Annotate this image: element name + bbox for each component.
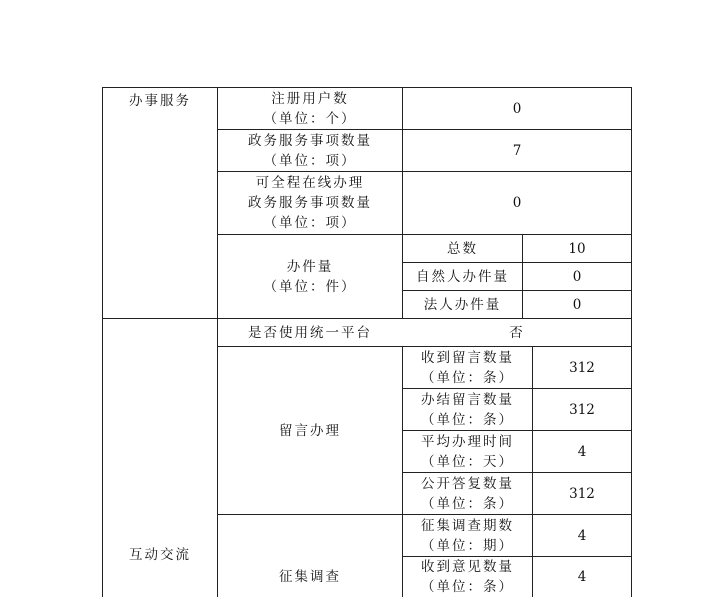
- value-text: 312: [569, 401, 595, 418]
- survey-periods-value: [533, 515, 631, 556]
- label-text: 公开答复数量: [421, 475, 514, 492]
- messages-concluded-value: [533, 389, 631, 430]
- label-text: 法人办件量: [423, 296, 502, 313]
- value-text: 否: [509, 324, 525, 341]
- label-text: 总数: [447, 240, 478, 257]
- messages-received-label: [403, 347, 532, 388]
- unit-text: （单位：件）: [263, 278, 357, 295]
- label-text: 政务服务事项数量: [248, 195, 372, 211]
- unit-text: （单位：项）: [263, 215, 357, 231]
- messages-avg-time-value: [533, 431, 631, 472]
- label-text: 注册用户数: [271, 90, 349, 107]
- value-text: 7: [512, 142, 522, 159]
- service-items-label: [218, 130, 402, 171]
- label-text: 办结留言数量: [421, 391, 514, 408]
- value-text: 0: [512, 100, 522, 117]
- section-label-service: [103, 88, 217, 318]
- value-text: 4: [577, 569, 587, 585]
- value-text: 312: [569, 485, 595, 502]
- messages-label: [218, 347, 402, 514]
- table-right-border: [631, 87, 632, 597]
- value-text: 312: [569, 359, 595, 376]
- unit-text: （单位：条）: [421, 579, 514, 595]
- label-text: 征集调查: [279, 569, 341, 585]
- survey-opinions-label: [403, 557, 532, 597]
- section-title: 互动交流: [129, 547, 191, 563]
- unit-text: （单位：个）: [263, 110, 357, 127]
- value-text: 4: [577, 443, 587, 460]
- unified-platform-value: [403, 319, 631, 346]
- unit-text: （单位：条）: [421, 495, 514, 512]
- unit-text: （单位：项）: [263, 152, 357, 169]
- service-items-value: [403, 130, 631, 171]
- survey-label: [218, 562, 402, 592]
- handled-total-value: [523, 235, 631, 262]
- messages-concluded-label: [403, 389, 532, 430]
- registered-users-label: [218, 88, 402, 129]
- value-text: 0: [572, 296, 582, 313]
- online-items-value: [403, 172, 631, 234]
- label-text: 是否使用统一平台: [248, 324, 372, 341]
- handled-legal-value: [523, 291, 631, 318]
- messages-public-replies-value: [533, 473, 631, 514]
- label-text: 留言办理: [279, 422, 341, 439]
- handled-total-label: [403, 235, 522, 262]
- section-title: 办事服务: [129, 93, 191, 109]
- registered-users-value: [403, 88, 631, 129]
- label-text: 办件量: [286, 258, 334, 275]
- unit-text: （单位：条）: [421, 369, 514, 386]
- handled-natural-value: [523, 263, 631, 290]
- unit-text: （单位：条）: [421, 411, 514, 428]
- survey-opinions-value: [533, 557, 631, 597]
- unit-text: （单位：期）: [421, 537, 514, 554]
- handled-legal-label: [403, 291, 522, 318]
- messages-public-replies-label: [403, 473, 532, 514]
- unified-platform-label: [218, 319, 402, 346]
- messages-avg-time-label: [403, 431, 532, 472]
- label-text: 自然人办件量: [416, 268, 509, 285]
- unit-text: （单位：天）: [421, 453, 514, 470]
- handled-label: [218, 235, 402, 318]
- value-text: 0: [572, 268, 582, 285]
- survey-periods-label: [403, 515, 532, 556]
- value-text: 10: [568, 240, 586, 257]
- messages-received-value: [533, 347, 631, 388]
- label-text: 可全程在线办理: [255, 175, 365, 191]
- label-text: 收到意见数量: [421, 559, 514, 575]
- online-items-label: [218, 172, 402, 234]
- value-text: 0: [512, 195, 522, 211]
- label-text: 政务服务事项数量: [248, 132, 372, 149]
- label-text: 征集调查期数: [421, 517, 514, 534]
- label-text: 收到留言数量: [421, 349, 514, 366]
- handled-natural-label: [403, 263, 522, 290]
- label-text: 平均办理时间: [421, 433, 514, 450]
- value-text: 4: [577, 527, 587, 544]
- section-label-interaction: [103, 540, 217, 570]
